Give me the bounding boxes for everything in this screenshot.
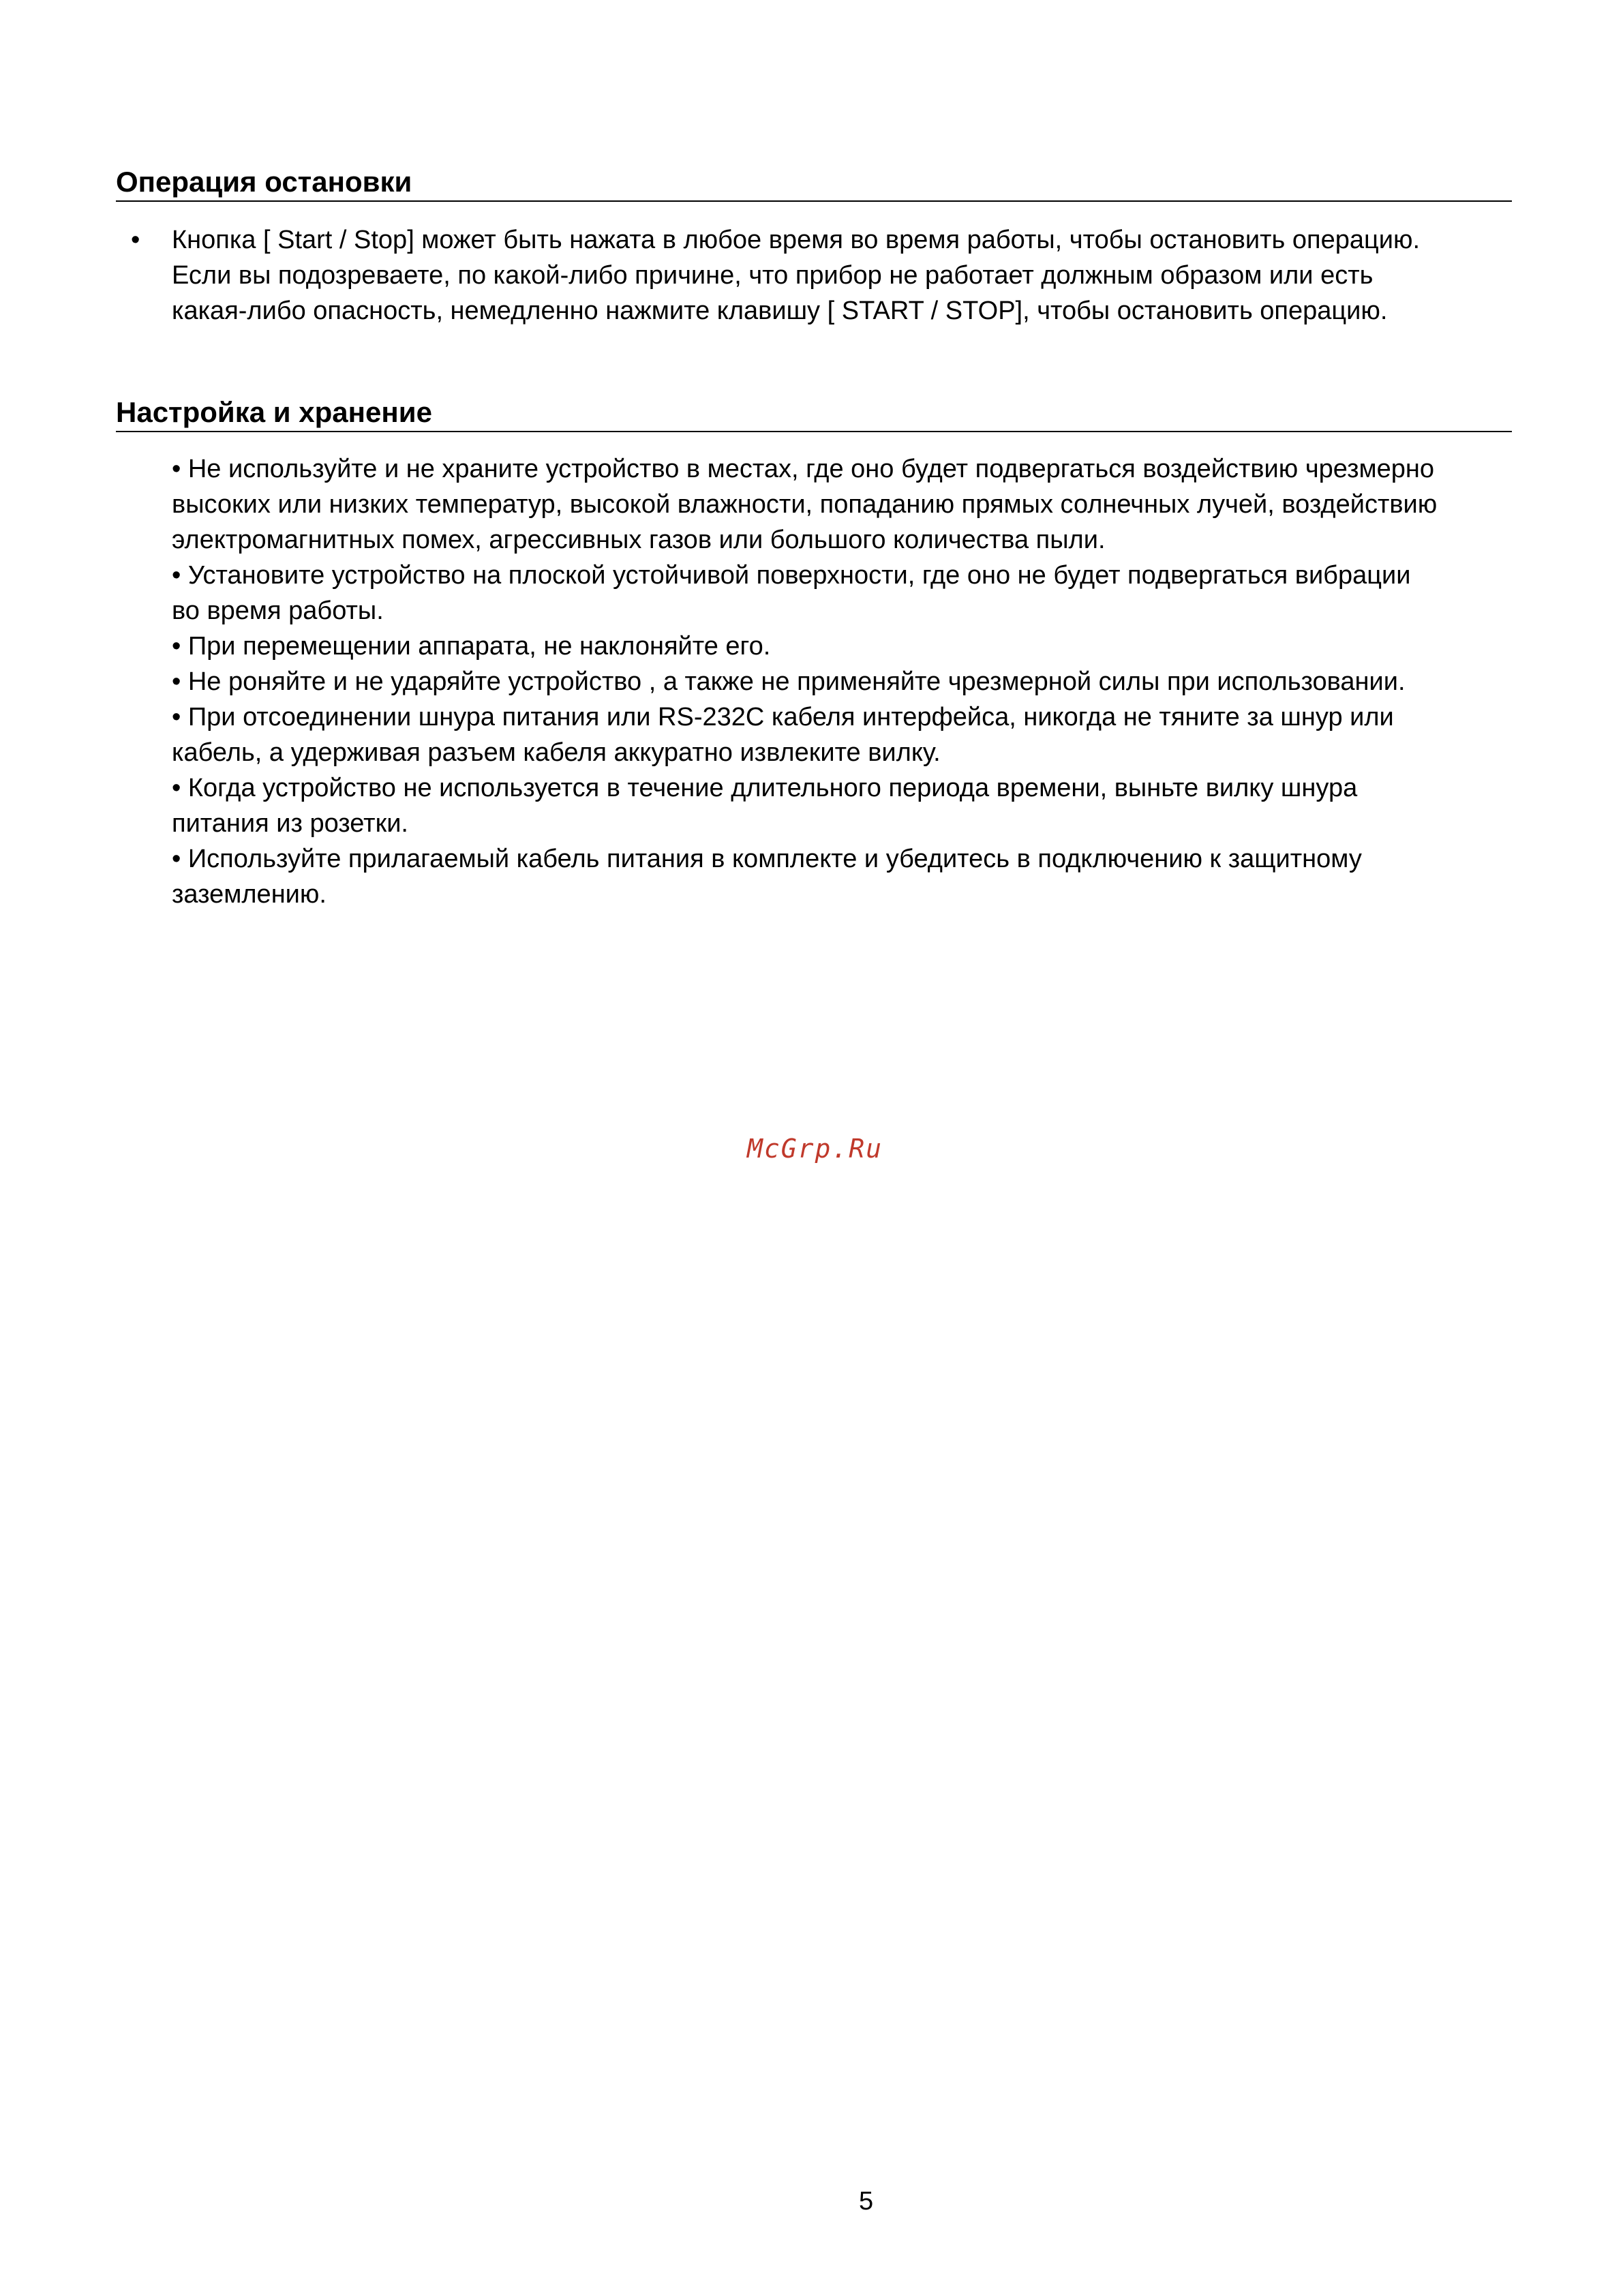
list-item-line: питания из розетки.: [172, 809, 408, 838]
list-item-line: • При перемещении аппарата, не наклоняйте его.: [172, 632, 771, 661]
operation-stop-paragraph: [172, 222, 1521, 329]
setup-storage-list: [172, 451, 1521, 912]
paragraph-line: какая-либо опасность, немедленно нажмите клавишу [ START / STOP], чтобы остановить операцию.: [172, 297, 1388, 325]
list-item-line: • При отсоединении шнура питания или RS-232C кабеля интерфейса, никогда не тяните за шнур или: [172, 703, 1394, 731]
list-item-line: • Не роняйте и не ударяйте устройство , а также не применяйте чрезмерной силы при использовании.: [172, 667, 1406, 696]
list-item-line: кабель, а удерживая разъем кабеля аккуратно извлеките вилку.: [172, 738, 941, 767]
watermark-link[interactable]: McGrp.Ru: [747, 1134, 883, 1164]
bullet-marker: •: [131, 226, 140, 254]
section-title-operation-stop: Операция остановки: [116, 165, 1512, 202]
list-item-line: заземлению.: [172, 880, 327, 909]
paragraph-line: Кнопка [ Start / Stop] может быть нажата в любое время во время работы, чтобы остановить операцию.: [172, 226, 1421, 254]
list-item-line: электромагнитных помех, агрессивных газов или большого количества пыли.: [172, 526, 1106, 554]
page-number: 5: [859, 2187, 874, 2216]
list-item-line: во время работы.: [172, 596, 384, 625]
list-item-line: высоких или низких температур, высокой влажности, попаданию прямых солнечных лучей, воздействию: [172, 490, 1438, 519]
list-item-line: • Не используйте и не храните устройство в местах, где оно будет подвергаться воздействию чрезмерно: [172, 455, 1434, 483]
section-title-setup-storage: Настройка и хранение: [116, 395, 1512, 432]
list-item-line: • Когда устройство не используется в течение длительного периода времени, выньте вилку шнура: [172, 774, 1358, 802]
list-item-line: • Установите устройство на плоской устойчивой поверхности, где оно не будет подвергаться вибрации: [172, 561, 1411, 590]
list-item-line: • Используйте прилагаемый кабель питания в комплекте и убедитесь в подключению к защитному: [172, 845, 1362, 873]
paragraph-line: Если вы подозреваете, по какой-либо причине, что прибор не работает должным образом или есть: [172, 261, 1374, 290]
